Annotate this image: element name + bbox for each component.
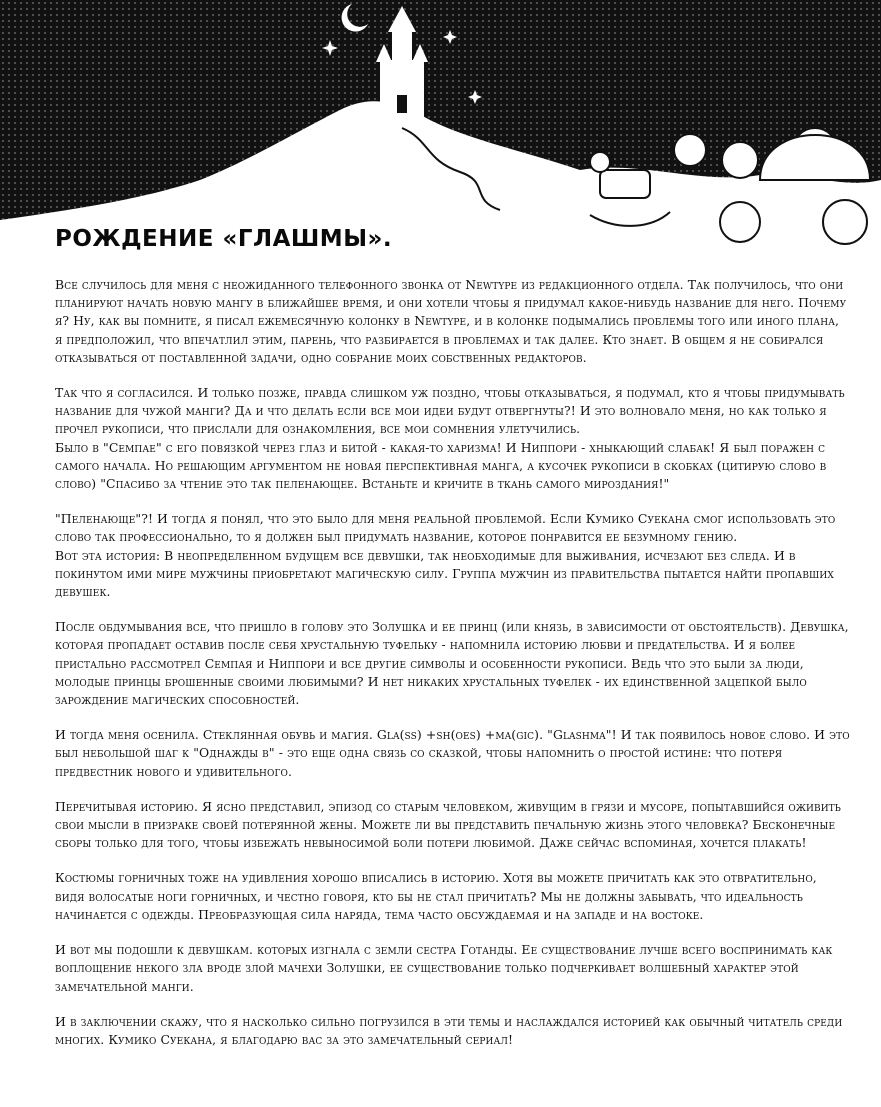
night-sky-illustration: [0, 0, 881, 260]
article-title: РОЖДЕНИЕ «ГЛАШМЫ».: [55, 226, 393, 252]
paragraph: Так что я согласился. И только позже, правда слишком уж поздно, чтобы отказываться, я подумал, кто я чтобы придумывать название для чужой манги? Да и что делать если все мои идеи будут отвергнуты?! И это волновало меня, но как только я прочел рукописи, что прислали для ознакомления, все мои сомнения улетучились. Было в "Семпае" с его повязкой через глаз и битой - какая-то харизма! И Ниппори - хныкающий слабак! Я был поражен с самого начала. Но решающим аргументом не новая перспективная манга, а кусочек рукописи в скобках (цитирую слово в слово) "Спасибо за чтение это так пеленающее. Встаньте и кричите в ткань самого мироздания!": [55, 385, 845, 492]
paragraph: После обдумывания все, что пришло в голову это Золушка и ее принц (или князь, в зависимости от обстоятельств). Девушка, которая пропадает оставив после себя хрустальную туфельку - напомнила историю любви и предательства. И я более пристально рассмотрел Семпая и Ниппори и все другие символы и особенности рукописи. Ведь что это были за люди, молодые принцы брошенные своими любимыми? И нет никаких хрустальных туфелек - их единственной зацепкой было зарождение магических способностей.: [55, 619, 849, 708]
paragraph: И тогда меня осенила. Стеклянная обувь и магия. Gla(ss) +sh(oes) +ma(gic). "Glashma"! И так появилось новое слово. И это был небольшой шаг к "Однажды в" - это еще одна связь со сказкой, чтобы напомнить о простой истине: что потеря предвестник нового и удивительного.: [55, 727, 850, 779]
paragraph: "Пеленающе"?! И тогда я понял, что это было для меня реальной проблемой. Если Кумико Суекана смог использовать это слово так профессионально, то я должен был придумать название, которое понравится ее безумному гению. Вот эта история: В неопределенном будущем все девушки, так необходимые для выживания, исчезают без следа. И в покинутом ими мире мужчины приобретают магическую силу. Группа мужчин из правительства пытается найти пропавших девушек.: [55, 511, 836, 600]
article-body: [55, 276, 850, 1066]
paragraph: Костюмы горничных тоже на удивления хорошо вписались в историю. Хотя вы можете причитать как это отвратительно, видя волосатые ноги горничных, и честно говоря, кто бы не стал причитать? Мы не должны забывать, что идеальность начинается с одежды. Преобразующая сила наряда, тема часто обсуждаемая и на западе и на востоке.: [55, 870, 817, 922]
paragraph: И вот мы подошли к девушкам. которых изгнала с земли сестра Готанды. Ее существование лучше всего воспринимать как воплощение некого зла вроде злой мачехи Золушки, ее существование только подчеркивает волшебный характер этой замечательной манги.: [55, 942, 833, 994]
paragraph: И в заключении скажу, что я насколько сильно погрузился в эти темы и наслаждался историей как обычный читатель среди многих. Кумико Суекана, я благодарю вас за это замечательный сериал!: [55, 1013, 843, 1047]
paragraph: Все случилось для меня с неожиданного телефонного звонка от Newtype из редакционного отдела. Так получилось, что они планируют начать новую мангу в ближайшее время, и они хотели чтобы я придумал какое-нибудь название для него. Почему я? Ну, как вы помните, я писал ежемесячную колонку в Newtype, и в колонке подымались проблемы того или иного плана, я предположил, что впечатлил этим, парень, что разбирается в проблемах и так далее. Кто знает. В общем я не собирался отказываться от поставленной задачи, одно собрание моих собственных редакторов.: [55, 277, 847, 365]
paragraph: Перечитывая историю. Я ясно представил, эпизод со старым человеком, живущим в грязи и мусоре, попытавшийся оживить свои мысли в призраке своей потерянной жены. Можете ли вы представить печальную жизнь этого человека? Бесконечные сборы только для того, чтобы избежать невыносимой боли потери любимой. Даже сейчас вспоминая, хочется плакать!: [55, 798, 841, 851]
